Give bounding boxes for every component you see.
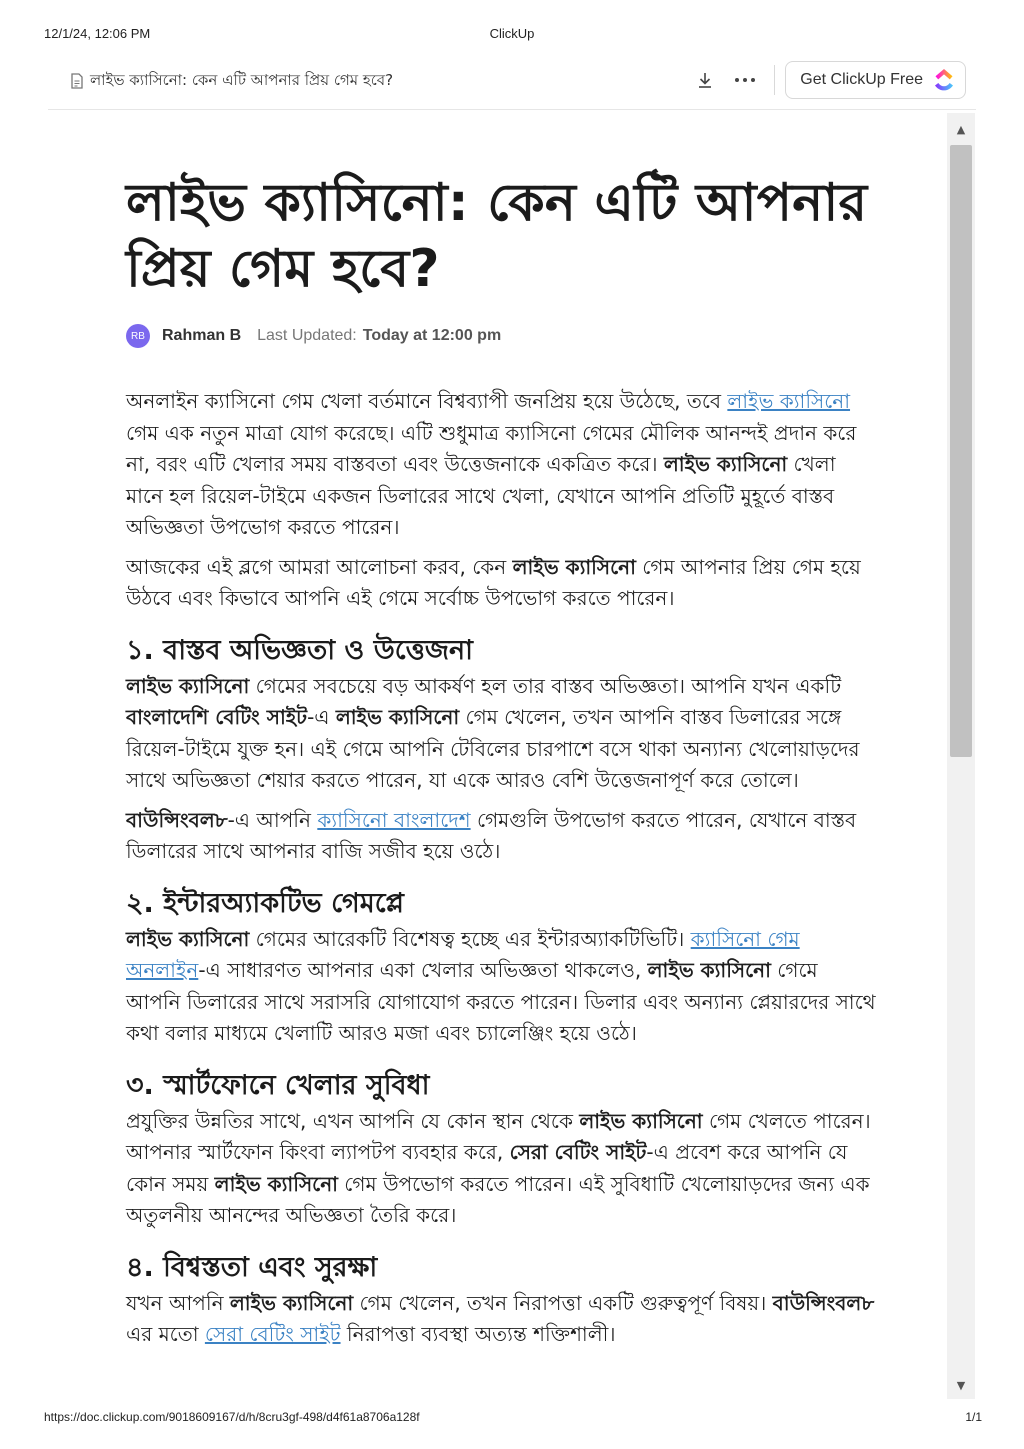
text-run: গেমে আপনি ডিলারের সাথে সরাসরি যোগাযোগ করতে পারেন। ডিলার এবং অন্যান্য প্লেয়ারদের সাথে কথা বলার মাধ্যমে খেলাটি আরও মজা এবং চ্যালেঞ্জিং হয়ে ওঠে। [126,958,876,1045]
paragraph [126,671,876,797]
inline-link[interactable]: লাইভ ক্যাসিনো [727,389,851,413]
page-scrollbar[interactable] [947,113,975,1399]
bold-text: লাইভ ক্যাসিনো [229,1290,354,1315]
bold-text: লাইভ ক্যাসিনো [647,958,771,982]
section-heading: ২. ইন্টারঅ্যাকটিভ গেমপ্লে [126,887,404,919]
author-avatar[interactable]: RB [126,324,150,348]
text-run: গেম খেলতে পারেন। আপনার স্মার্টফোন কিংবা ল্যাপটপ ব্যবহার করে, [126,1108,871,1164]
text-run: গেম আপনার প্রিয় গেম হয়ে উঠবে এবং কিভাবে আপনি এই গেমে সর্বোচ্চ উপভোগ করতে পারেন। [126,554,861,610]
text-run: গেম খেলেন, তখন নিরাপত্তা একটি গুরুত্বপূর্ণ বিষয়। [353,1290,773,1315]
section-heading: ৩. স্মার্টফোনে খেলার সুবিধা [126,1069,430,1101]
bold-text: সেরা বেটিং সাইট [509,1140,647,1164]
text-run: প্রযুক্তির উন্নতির সাথে, এখন আপনি যে কোন স্থান থেকে [126,1108,580,1133]
inline-link[interactable]: ক্যাসিনো গেম অনলাইন [126,926,800,982]
last-updated-value: Today at 12:00 pm [362,327,502,344]
text-run: গেমের আরেকটি বিশেষত্ব হচ্ছে এর ইন্টারঅ্যাকটিভিটি। [249,926,691,951]
section-heading: ১. বাস্তব অভিজ্ঞতা ও উত্তেজনা [126,634,473,666]
section-heading: ৪. বিশ্বস্ততা এবং সুরক্ষা [126,1251,378,1283]
paragraph [126,924,876,1050]
scroll-up-arrow-icon[interactable]: ▲ [956,122,966,136]
document-icon [70,73,84,89]
text-run: গেমগুলি উপভোগ করতে পারেন, যেখানে বাস্তব ডিলারের সাথে আপনার বাজি সজীব হয়ে ওঠে। [126,807,857,863]
last-updated-label: Last Updated: [257,327,357,344]
print-url: https://doc.clickup.com/9018609167/d/h/8cru3gf-498/d4f61a8706a128f [44,1410,420,1424]
doc-content [126,170,876,1359]
toolbar-divider [774,65,775,95]
bold-text: লাইভ ক্যাসিনো [335,705,460,729]
paragraph [126,1288,876,1351]
paragraph [126,552,876,615]
print-datetime: 12/1/24, 12:06 PM [44,26,151,41]
bold-text: বাউন্সিংবল৮ [126,807,228,832]
print-page-number: 1/1 [965,1410,982,1424]
doc-breadcrumb-title: লাইভ ক্যাসিনো: কেন এটি আপনার প্রিয় গেম হবে? [90,70,394,89]
doc-topbar [48,58,976,110]
paragraph [126,386,876,544]
get-clickup-free-button[interactable] [785,61,966,99]
text-run: খেলা মানে হল রিয়েল-টাইমে একজন ডিলারের সাথে খেলা, যেখানে আপনি প্রতিটি মুহূর্তে বাস্তব অভিজ্ঞতা উপভোগ করতে পারেন। [126,452,836,539]
text-run: আজকের এই ব্লগে আমরা আলোচনা করব, কেন [126,554,513,579]
doc-breadcrumb[interactable] [70,70,393,92]
text-run: -এ [307,705,336,729]
inline-link[interactable]: ক্যাসিনো বাংলাদেশ [317,807,471,832]
bold-text: লাইভ ক্যাসিনো [214,1171,338,1196]
text-run: এর মতো [126,1322,205,1346]
scroll-thumb[interactable] [950,145,972,757]
print-footer [0,1410,1024,1426]
bold-text: লাইভ ক্যাসিনো [579,1108,703,1133]
paragraph [126,1106,876,1232]
scroll-down-arrow-icon[interactable]: ▼ [956,1378,966,1392]
bold-text: লাইভ ক্যাসিনো [512,554,636,579]
text-run: নিরাপত্তা ব্যবস্থা অত্যন্ত শক্তিশালী। [340,1322,616,1346]
get-clickup-free-label: Get ClickUp Free [800,71,923,88]
text-run: -এ প্রবেশ করে আপনি যে কোন সময় [126,1140,848,1196]
text-run: গেম খেলেন, তখন আপনি বাস্তব ডিলারের সঙ্গে রিয়েল-টাইমে যুক্ত হন। এই গেমে আপনি টেবিলের চারপাশে বসে থাকা অন্যান্য খেলোয়াড়দের সাথে অভিজ্ঞতা শেয়ার করতে পারেন, যা একে আরও বেশি উত্তেজনাপূর্ণ করে তোলে। [126,705,860,792]
bold-text: বাংলাদেশি বেটিং সাইট [126,705,308,729]
text-run: যখন আপনি [126,1290,230,1315]
author-name[interactable]: Rahman B [162,327,242,344]
paragraph [126,805,876,868]
print-title: ClickUp [489,26,535,41]
text-run: গেম উপভোগ করতে পারেন। এই সুবিধাটি খেলোয়াড়দের জন্য এক অতুলনীয় আনন্দের অভিজ্ঞতা তৈরি করে। [126,1171,870,1227]
text-run: -এ সাধারণত আপনার একা খেলার অভিজ্ঞতা থাকলেও, [198,958,648,982]
page-title: লাইভ ক্যাসিনো: কেন এটি আপনার প্রিয় গেম হবে? [126,173,868,299]
topbar-actions [680,60,966,100]
doc-body [126,386,876,1351]
text-run: গেম এক নতুন মাত্রা যোগ করেছে। এটি শুধুমাত্র ক্যাসিনো গেমের মৌলিক আনন্দই প্রদান করে না, বরং এটি খেলার সময় বাস্তবতা এবং উত্তেজনাকে একত্রিত করে। [126,420,857,476]
bold-text: লাইভ ক্যাসিনো [663,452,788,476]
inline-link[interactable]: সেরা বেটিং সাইট [204,1322,341,1346]
more-icon[interactable] [730,65,760,95]
clickup-logo-icon [933,68,955,92]
text-run: অনলাইন ক্যাসিনো গেম খেলা বর্তমানে বিশ্বব্যাপী জনপ্রিয় হয়ে উঠেছে, তবে [126,389,728,413]
bold-text: লাইভ ক্যাসিনো [126,926,250,951]
print-header [0,26,1024,42]
bold-text: লাইভ ক্যাসিনো [126,673,250,698]
doc-meta [126,322,876,350]
text-run: -এ আপনি [227,807,318,832]
bold-text: বাউন্সিংবল৮ [772,1290,875,1315]
download-icon[interactable] [690,65,720,95]
text-run: গেমের সবচেয়ে বড় আকর্ষণ হল তার বাস্তব অভিজ্ঞতা। আপনি যখন একটি [249,673,842,698]
